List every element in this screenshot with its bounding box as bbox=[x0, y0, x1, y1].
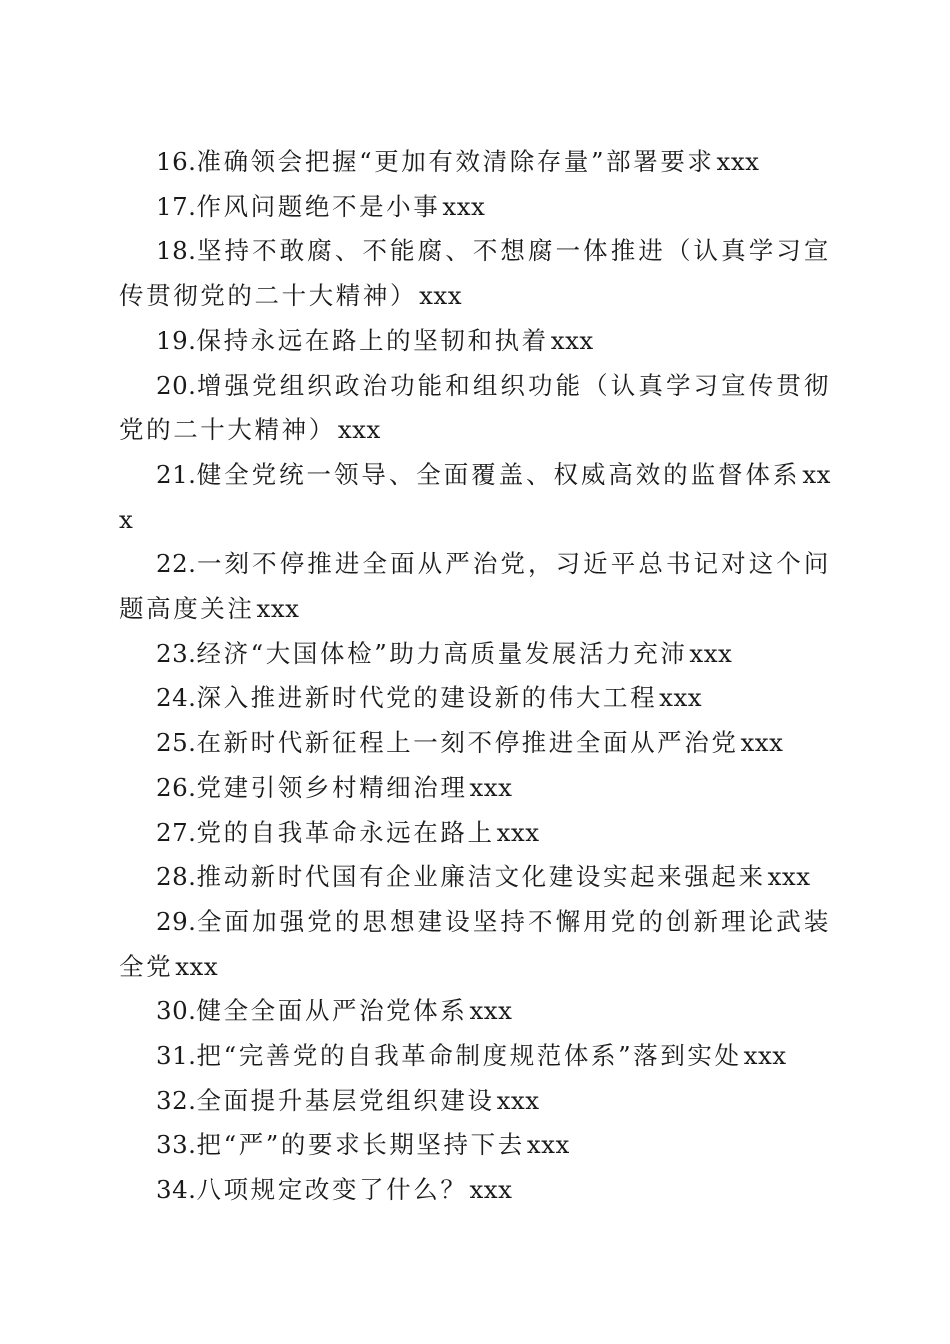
item-title: 全面加强党的思想建设坚持不懈用党的创新理论武装全党 bbox=[119, 906, 831, 981]
list-item bbox=[119, 364, 831, 453]
item-suffix: xxx bbox=[337, 415, 381, 445]
list-item bbox=[119, 1123, 831, 1168]
item-suffix: xxx bbox=[767, 862, 811, 892]
item-number: 18. bbox=[156, 236, 197, 266]
item-title: 把“完善党的自我革命制度规范体系”落到实处 bbox=[196, 1041, 742, 1071]
list-item bbox=[119, 542, 831, 631]
item-suffix: xxx bbox=[550, 325, 594, 355]
item-suffix: xxx bbox=[119, 459, 831, 534]
item-number: 23. bbox=[156, 638, 197, 668]
item-number: 31. bbox=[156, 1041, 197, 1071]
item-number: 26. bbox=[156, 772, 197, 802]
item-suffix: xxx bbox=[659, 683, 703, 713]
list-item bbox=[119, 900, 831, 989]
item-suffix: xxx bbox=[496, 817, 540, 847]
list-item bbox=[119, 632, 831, 677]
item-suffix: xxx bbox=[469, 1175, 513, 1205]
item-number: 16. bbox=[156, 147, 197, 176]
item-title: 经济“大国体检”助力高质量发展活力充沛 bbox=[196, 638, 688, 668]
item-suffix: xxx bbox=[743, 1041, 787, 1071]
item-suffix: xxx bbox=[496, 1085, 540, 1115]
item-title: 一刻不停推进全面从严治党，习近平总书记对这个问题高度关注 bbox=[119, 549, 831, 624]
item-title: 八项规定改变了什么？ bbox=[196, 1175, 468, 1205]
list-item bbox=[119, 1168, 831, 1213]
item-title: 坚持不敢腐、不能腐、不想腐一体推进（认真学习宣传贯彻党的二十大精神） bbox=[119, 236, 831, 311]
item-title: 健全全面从严治党体系 bbox=[196, 996, 468, 1026]
item-title: 深入推进新时代党的建设新的伟大工程 bbox=[196, 683, 658, 713]
item-title: 保持永远在路上的坚韧和执着 bbox=[196, 325, 549, 355]
item-number: 30. bbox=[156, 996, 197, 1026]
item-title: 全面提升基层党组织建设 bbox=[196, 1085, 495, 1115]
list-item bbox=[119, 1079, 831, 1124]
list-item bbox=[119, 855, 831, 900]
item-suffix: xxx bbox=[469, 772, 513, 802]
list-item bbox=[119, 1034, 831, 1079]
list-item bbox=[119, 185, 831, 230]
item-suffix: xxx bbox=[716, 147, 760, 176]
list-item bbox=[119, 453, 831, 542]
item-suffix: xxx bbox=[469, 996, 513, 1026]
list-item bbox=[119, 319, 831, 364]
item-number: 32. bbox=[156, 1085, 197, 1115]
item-number: 20. bbox=[156, 370, 197, 400]
item-title: 在新时代新征程上一刻不停推进全面从严治党 bbox=[196, 728, 739, 758]
item-title: 党的自我革命永远在路上 bbox=[196, 817, 495, 847]
item-number: 33. bbox=[156, 1130, 197, 1160]
item-suffix: xxx bbox=[175, 951, 219, 981]
list-item bbox=[119, 676, 831, 721]
item-number: 24. bbox=[156, 683, 197, 713]
list-item bbox=[119, 989, 831, 1034]
article-list bbox=[119, 140, 831, 1213]
item-title: 增强党组织政治功能和组织功能（认真学习宣传贯彻党的二十大精神） bbox=[119, 370, 831, 445]
item-suffix: xxx bbox=[419, 281, 463, 311]
item-number: 21. bbox=[156, 459, 197, 489]
item-suffix: xxx bbox=[740, 728, 784, 758]
list-item bbox=[119, 811, 831, 856]
item-number: 25. bbox=[156, 728, 197, 758]
list-item bbox=[119, 229, 831, 318]
item-number: 27. bbox=[156, 817, 197, 847]
item-suffix: xxx bbox=[689, 638, 733, 668]
list-item bbox=[119, 766, 831, 811]
item-number: 17. bbox=[156, 191, 197, 221]
item-number: 28. bbox=[156, 862, 197, 892]
item-title: 推动新时代国有企业廉洁文化建设实起来强起来 bbox=[196, 862, 766, 892]
item-suffix: xxx bbox=[526, 1130, 570, 1160]
item-title: 把“严”的要求长期坚持下去 bbox=[196, 1130, 525, 1160]
list-item bbox=[119, 721, 831, 766]
list-item bbox=[119, 140, 831, 185]
item-suffix: xxx bbox=[442, 191, 486, 221]
item-number: 29. bbox=[156, 906, 197, 936]
item-title: 党建引领乡村精细治理 bbox=[196, 772, 468, 802]
item-number: 34. bbox=[156, 1175, 197, 1205]
item-title: 健全党统一领导、全面覆盖、权威高效的监督体系 bbox=[196, 459, 801, 489]
item-number: 22. bbox=[156, 549, 197, 579]
item-number: 19. bbox=[156, 325, 197, 355]
item-title: 准确领会把握“更加有效清除存量”部署要求 bbox=[196, 147, 715, 176]
item-title: 作风问题绝不是小事 bbox=[196, 191, 441, 221]
item-suffix: xxx bbox=[256, 594, 300, 624]
